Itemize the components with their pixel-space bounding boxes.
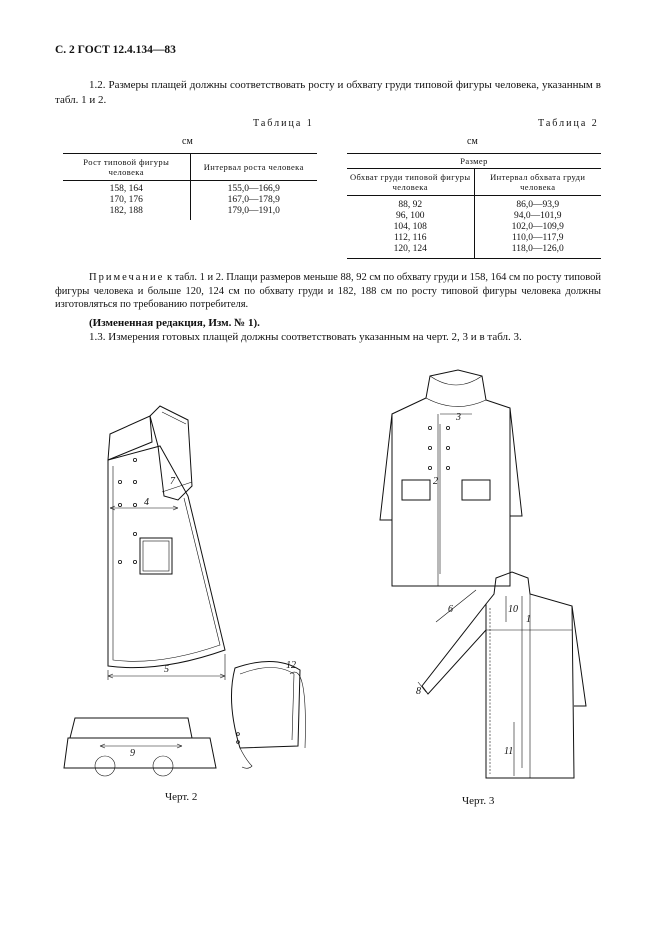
figure2-label-4: 4: [144, 497, 149, 508]
table2-size: 120, 124: [347, 244, 474, 259]
figure2-label-9: 9: [130, 748, 135, 759]
figure-2-caption: Черт. 2: [165, 791, 198, 803]
figure-3-drawing: [378, 368, 608, 798]
figure3-label-2: 2: [433, 476, 438, 487]
page-header: С. 2 ГОСТ 12.4.134—83: [55, 44, 176, 56]
table2-size: 88, 92: [398, 200, 423, 210]
table1-size: 158, 164: [109, 184, 143, 194]
table2-unit: см: [467, 136, 478, 147]
table-row: [63, 181, 317, 196]
paragraph-1-3: 1.3. Измерения готовых плащей должны соответствовать указанным на черт. 2, 3 и в табл. 3.: [89, 331, 522, 343]
figure2-label-7: 7: [170, 476, 175, 487]
table1-range: 155,0—166,9: [190, 181, 317, 196]
figure3-label-11: 11: [504, 746, 514, 757]
table2-range: 94,0—101,9: [474, 211, 601, 222]
figure3-label-8: 8: [416, 686, 421, 697]
figure2-label-5: 5: [164, 664, 169, 675]
table1-range: 167,0—178,9: [190, 195, 317, 206]
figure2-label-12: 12: [286, 660, 296, 671]
table1-caption: Таблица 1: [253, 118, 314, 129]
figure3-label-6: 6: [448, 604, 453, 615]
figure3-label-1: 1: [526, 614, 531, 625]
table2-range: 86,0—93,9: [474, 196, 601, 212]
table-row: [347, 211, 601, 222]
amendment-note: (Измененная редакция, Изм. № 1).: [89, 317, 260, 329]
table-row: [347, 244, 601, 259]
table2-size: 112, 116: [393, 233, 427, 243]
table2-size: 96, 100: [396, 211, 425, 221]
table2-caption: Таблица 2: [538, 118, 599, 129]
table1-unit: см: [182, 136, 193, 147]
table2-size: 104, 108: [393, 222, 427, 232]
table2-range: 118,0—126,0: [474, 244, 601, 259]
table-row: [347, 222, 601, 233]
table1-size: 182, 188: [109, 206, 143, 216]
table2-range: 110,0—117,9: [474, 233, 601, 244]
table1-col2-header: Интервал роста человека: [190, 154, 317, 181]
table-row: [63, 206, 317, 220]
table-row: [63, 195, 317, 206]
table2-col2-header: Интервал обхвата груди человека: [474, 169, 601, 196]
table-row: [347, 233, 601, 244]
table2-col1-header: Обхват груди типовой фигуры человека: [347, 169, 474, 196]
note-label: Примечание: [89, 272, 165, 283]
table1-size: 170, 176: [109, 195, 143, 205]
figure-3-caption: Черт. 3: [462, 795, 495, 807]
table-note: [55, 271, 601, 312]
figure3-label-3: 3: [456, 412, 461, 423]
note-text: к табл. 1 и 2. Плащи размеров меньше 88, 92 см по обхвату груди и 158, 164 см по росту типовой фигуры человека и больше 120, 124 см по обхвату груди и 182, 188 см по росту типовой фигуры человека должны изготовляться по требованию потребителя.: [55, 272, 601, 310]
paragraph-1-2: 1.2. Размеры плащей должны соответствовать росту и обхвату груди типовой фигуры человека, указанным в табл. 1 и 2.: [55, 79, 601, 106]
table1: [63, 153, 317, 220]
table2-group-header: Размер: [347, 154, 601, 169]
table2-range: 102,0—109,9: [474, 222, 601, 233]
table1-col1-header: Рост типовой фигуры человека: [63, 154, 190, 181]
table2: [347, 153, 601, 259]
table1-range: 179,0—191,0: [190, 206, 317, 220]
table-row: [347, 196, 601, 212]
figure-2-drawing: [60, 398, 330, 788]
figure3-label-10: 10: [508, 604, 518, 615]
